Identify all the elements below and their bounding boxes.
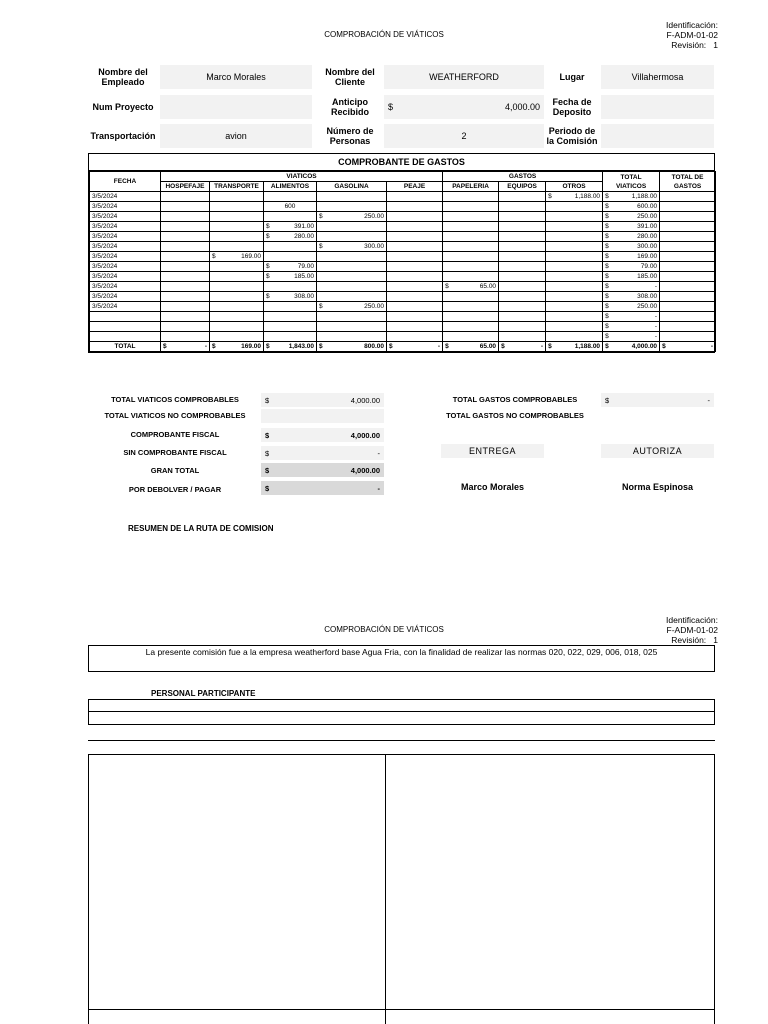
cell-total-viaticos: $ 280.00 — [603, 232, 660, 242]
form-title: COMPROBACIÓN DE VIÁTICOS — [324, 30, 444, 39]
entrega-box: ENTREGA — [441, 444, 544, 458]
group-viaticos: VIATICOS — [161, 172, 443, 182]
col-gasolina: GASOLINA — [317, 182, 387, 192]
cell-gasolina[interactable] — [317, 222, 387, 232]
cell-transporte[interactable]: $ 169.00 — [210, 252, 264, 262]
cell-total-viaticos: $ - — [603, 312, 660, 322]
cell-transporte[interactable] — [210, 262, 264, 272]
cell-transporte[interactable] — [210, 222, 264, 232]
cell-gasolina[interactable] — [317, 232, 387, 242]
cell-gasolina[interactable]: $ 300.00 — [317, 242, 387, 252]
total-papeleria: $ 65.00 — [443, 342, 499, 352]
cell-transporte[interactable] — [210, 202, 264, 212]
cell-otros[interactable] — [546, 262, 603, 272]
cell-equipos[interactable] — [499, 252, 546, 262]
cell-peaje[interactable] — [387, 322, 443, 332]
cell-total-viaticos: $ 185.00 — [603, 272, 660, 282]
col-papeleria: PAPELERIA — [443, 182, 499, 192]
divider — [88, 740, 715, 741]
comprobante-fiscal-label: COMPROBANTE FISCAL — [130, 430, 220, 439]
form-identification — [608, 20, 718, 50]
col-equipos: EQUIPOS — [499, 182, 546, 192]
viaticos-no-comprobables-label: TOTAL VIATICOS NO COMPROBABLES — [104, 411, 246, 420]
page2-ident-code: F-ADM-01-02 — [666, 625, 718, 635]
cell-transporte[interactable] — [210, 272, 264, 282]
table-row — [90, 282, 716, 292]
cell-equipos[interactable] — [499, 312, 546, 322]
cliente-label: Nombre del Cliente — [325, 67, 375, 87]
table-row — [90, 222, 716, 232]
cell-equipos[interactable] — [499, 292, 546, 302]
cell-peaje[interactable] — [387, 242, 443, 252]
totals-row — [90, 342, 716, 352]
gastos-no-comprobables-label: TOTAL GASTOS NO COMPROBABLES — [446, 411, 584, 420]
comision-description: La presente comisión fue a la empresa weatherford base Agua Fria, con la finalidad de realizar las normas 020, 022, 029, 006, 018, 025 — [88, 645, 715, 672]
cell-papeleria[interactable] — [443, 212, 499, 222]
table-row — [90, 202, 716, 212]
personas-field[interactable]: 2 — [384, 124, 544, 148]
cell-papeleria[interactable] — [443, 262, 499, 272]
cell-peaje[interactable] — [387, 192, 443, 202]
cell-otros[interactable] — [546, 222, 603, 232]
proyecto-field[interactable] — [160, 95, 312, 119]
cell-peaje[interactable] — [387, 252, 443, 262]
cell-transporte[interactable] — [210, 192, 264, 202]
table-row — [90, 302, 716, 312]
cell-peaje[interactable] — [387, 262, 443, 272]
cell-alimentos[interactable] — [264, 252, 317, 262]
cell-fecha[interactable]: 3/5/2024 — [90, 292, 161, 302]
cell-total-viaticos: $ 1,188.00 — [603, 192, 660, 202]
devolver-label: POR DEBOLVER / PAGAR — [128, 485, 222, 494]
cell-total-gastos — [660, 312, 716, 322]
cell-total-viaticos: $ 250.00 — [603, 212, 660, 222]
cell-fecha[interactable]: 3/5/2024 — [90, 252, 161, 262]
cell-hospefaje[interactable] — [161, 232, 210, 242]
fecha-deposito-field[interactable] — [601, 95, 714, 119]
total-alimentos: $ 1,843.00 — [264, 342, 317, 352]
cell-alimentos[interactable]: $ 391.00 — [264, 222, 317, 232]
cell-otros[interactable] — [546, 302, 603, 312]
cell-otros[interactable] — [546, 202, 603, 212]
cell-papeleria[interactable] — [443, 242, 499, 252]
cell-hospefaje[interactable] — [161, 192, 210, 202]
cell-alimentos[interactable]: 600 — [264, 202, 317, 212]
cell-otros[interactable]: $ 1,188.00 — [546, 192, 603, 202]
totals-label: TOTAL — [90, 342, 161, 352]
cell-otros[interactable] — [546, 252, 603, 262]
photo-box-right-2 — [385, 1009, 715, 1024]
cell-total-gastos — [660, 232, 716, 242]
proyecto-label: Num Proyecto — [92, 102, 154, 112]
cell-total-gastos — [660, 302, 716, 312]
cell-hospefaje[interactable] — [161, 202, 210, 212]
cell-equipos[interactable] — [499, 332, 546, 342]
cell-fecha[interactable]: 3/5/2024 — [90, 222, 161, 232]
cell-total-gastos — [660, 262, 716, 272]
autoriza-box: AUTORIZA — [601, 444, 714, 458]
group-gastos: GASTOS — [443, 172, 603, 182]
gran-total-label: GRAN TOTAL — [150, 466, 200, 475]
cell-hospefaje[interactable] — [161, 242, 210, 252]
empleado-label: Nombre del Empleado — [98, 67, 148, 87]
autoriza-name: Norma Espinosa — [621, 482, 694, 492]
cell-fecha[interactable]: 3/5/2024 — [90, 192, 161, 202]
gastos-comprobables-value: $ - — [601, 393, 714, 407]
anticipo-field[interactable]: $ 4,000.00 — [384, 95, 544, 119]
cell-otros[interactable] — [546, 212, 603, 222]
col-fecha: FECHA — [90, 172, 161, 192]
cell-gasolina[interactable] — [317, 282, 387, 292]
page2-title: COMPROBACIÓN DE VIÁTICOS — [324, 625, 444, 634]
cell-total-viaticos: $ 300.00 — [603, 242, 660, 252]
cell-papeleria[interactable] — [443, 332, 499, 342]
gastos-body — [90, 192, 716, 342]
total-hospefaje: $ - — [161, 342, 210, 352]
table-row — [90, 232, 716, 242]
cell-fecha[interactable]: 3/5/2024 — [90, 302, 161, 312]
gran-total-value: $ 4,000.00 — [261, 463, 384, 477]
cell-gasolina[interactable] — [317, 332, 387, 342]
cell-equipos[interactable] — [499, 262, 546, 272]
cell-fecha[interactable]: 3/5/2024 — [90, 282, 161, 292]
periodo-field[interactable] — [601, 124, 714, 148]
cell-gasolina[interactable]: $ 250.00 — [317, 212, 387, 222]
cell-total-gastos — [660, 222, 716, 232]
cell-papeleria[interactable] — [443, 322, 499, 332]
cell-alimentos[interactable] — [264, 312, 317, 322]
col-peaje: PEAJE — [387, 182, 443, 192]
cell-gasolina[interactable] — [317, 252, 387, 262]
cell-total-viaticos: $ 391.00 — [603, 222, 660, 232]
cell-transporte[interactable] — [210, 212, 264, 222]
table-row — [90, 312, 716, 322]
cell-hospefaje[interactable] — [161, 312, 210, 322]
cell-fecha[interactable]: 3/5/2024 — [90, 272, 161, 282]
table-row — [90, 252, 716, 262]
cell-equipos[interactable] — [499, 272, 546, 282]
page2-revision: Revisión: 1 — [671, 635, 718, 645]
cell-fecha[interactable]: 3/5/2024 — [90, 202, 161, 212]
col-total-gastos: TOTAL DE GASTOS — [660, 172, 716, 192]
cell-equipos[interactable] — [499, 202, 546, 212]
cell-alimentos[interactable] — [264, 242, 317, 252]
table-row — [90, 322, 716, 332]
cell-total-gastos — [660, 282, 716, 292]
cell-transporte[interactable] — [210, 322, 264, 332]
cell-transporte[interactable] — [210, 292, 264, 302]
cell-equipos[interactable] — [499, 282, 546, 292]
cell-peaje[interactable] — [387, 232, 443, 242]
cell-equipos[interactable] — [499, 242, 546, 252]
viaticos-comprobables-label: TOTAL VIATICOS COMPROBABLES — [111, 395, 239, 404]
cell-total-viaticos: $ - — [603, 322, 660, 332]
table-row — [90, 272, 716, 282]
table-row — [90, 292, 716, 302]
col-hospefaje: HOSPEFAJE — [161, 182, 210, 192]
cell-papeleria[interactable]: $ 65.00 — [443, 282, 499, 292]
cell-hospefaje[interactable] — [161, 292, 210, 302]
cell-peaje[interactable] — [387, 202, 443, 212]
cell-fecha[interactable] — [90, 332, 161, 342]
cliente-field[interactable]: WEATHERFORD — [384, 65, 544, 89]
cell-total-gastos — [660, 272, 716, 282]
cell-transporte[interactable] — [210, 242, 264, 252]
cell-fecha[interactable] — [90, 322, 161, 332]
cell-total-viaticos: $ - — [603, 332, 660, 342]
cell-fecha[interactable]: 3/5/2024 — [90, 262, 161, 272]
cell-gasolina[interactable] — [317, 202, 387, 212]
total-peaje: $ - — [387, 342, 443, 352]
devolver-value: $ - — [261, 481, 384, 495]
cell-peaje[interactable] — [387, 282, 443, 292]
cell-equipos[interactable] — [499, 322, 546, 332]
page2-ident-label: Identificación: — [666, 615, 718, 625]
cell-otros[interactable] — [546, 242, 603, 252]
cell-alimentos[interactable]: $ 79.00 — [264, 262, 317, 272]
cell-fecha[interactable]: 3/5/2024 — [90, 232, 161, 242]
cell-alimentos[interactable]: $ 185.00 — [264, 272, 317, 282]
cell-total-viaticos: $ 308.00 — [603, 292, 660, 302]
cell-transporte[interactable] — [210, 332, 264, 342]
cell-papeleria[interactable] — [443, 302, 499, 312]
cell-total-gastos — [660, 202, 716, 212]
total-total_viaticos: $ 4,000.00 — [603, 342, 660, 352]
viaticos-comprobables-value: $ 4,000.00 — [261, 393, 384, 407]
cell-alimentos[interactable]: $ 308.00 — [264, 292, 317, 302]
gastos-grid — [89, 171, 716, 352]
cell-equipos[interactable] — [499, 212, 546, 222]
cell-equipos[interactable] — [499, 232, 546, 242]
cell-hospefaje[interactable] — [161, 222, 210, 232]
col-otros: OTROS — [546, 182, 603, 192]
cell-hospefaje[interactable] — [161, 302, 210, 312]
cell-transporte[interactable] — [210, 312, 264, 322]
total-otros: $ 1,188.00 — [546, 342, 603, 352]
cell-peaje[interactable] — [387, 302, 443, 312]
cell-hospefaje[interactable] — [161, 212, 210, 222]
transporte-field[interactable]: avion — [160, 124, 312, 148]
fecha-deposito-label: Fecha de Deposito — [552, 97, 592, 117]
cell-total-gastos — [660, 292, 716, 302]
cell-fecha[interactable]: 3/5/2024 — [90, 242, 161, 252]
empleado-field[interactable]: Marco Morales — [160, 65, 312, 89]
cell-fecha[interactable]: 3/5/2024 — [90, 212, 161, 222]
personal-label: PERSONAL PARTICIPANTE — [151, 689, 256, 698]
cell-peaje[interactable] — [387, 332, 443, 342]
page2-identification — [608, 615, 718, 645]
cell-gasolina[interactable] — [317, 322, 387, 332]
cell-peaje[interactable] — [387, 272, 443, 282]
cell-alimentos[interactable] — [264, 282, 317, 292]
cell-equipos[interactable] — [499, 222, 546, 232]
cell-otros[interactable] — [546, 322, 603, 332]
cell-papeleria[interactable] — [443, 202, 499, 212]
cell-papeleria[interactable] — [443, 192, 499, 202]
cell-total-viaticos: $ - — [603, 282, 660, 292]
cell-papeleria[interactable] — [443, 272, 499, 282]
cell-otros[interactable] — [546, 282, 603, 292]
transporte-label: Transportación — [90, 131, 156, 141]
cell-otros[interactable] — [546, 312, 603, 322]
cell-hospefaje[interactable] — [161, 322, 210, 332]
cell-equipos[interactable] — [499, 192, 546, 202]
personas-label: Número de Personas — [326, 126, 374, 146]
cell-gasolina[interactable] — [317, 272, 387, 282]
table-caption: COMPROBANTE DE GASTOS — [89, 154, 714, 171]
cell-hospefaje[interactable] — [161, 332, 210, 342]
cell-papeleria[interactable] — [443, 252, 499, 262]
cell-total-gastos — [660, 192, 716, 202]
cell-peaje[interactable] — [387, 222, 443, 232]
table-row — [90, 332, 716, 342]
cell-transporte[interactable] — [210, 302, 264, 312]
anticipo-label: Anticipo Recibido — [330, 97, 369, 117]
cell-equipos[interactable] — [499, 302, 546, 312]
comprobante-gastos-table — [88, 153, 715, 353]
cell-gasolina[interactable] — [317, 312, 387, 322]
cell-papeleria[interactable] — [443, 232, 499, 242]
cell-total-viaticos: $ 250.00 — [603, 302, 660, 312]
cell-total-gastos — [660, 212, 716, 222]
cell-alimentos[interactable] — [264, 322, 317, 332]
cell-otros[interactable] — [546, 272, 603, 282]
revision: Revisión: 1 — [671, 40, 718, 50]
cell-papeleria[interactable] — [443, 292, 499, 302]
lugar-field[interactable]: Villahermosa — [601, 65, 714, 89]
cell-hospefaje[interactable] — [161, 272, 210, 282]
col-total-viaticos: TOTAL VIATICOS — [603, 172, 660, 192]
table-row — [90, 192, 716, 202]
cell-peaje[interactable] — [387, 292, 443, 302]
gastos-comprobables-label: TOTAL GASTOS COMPROBABLES — [452, 395, 578, 404]
photo-box-left-2 — [88, 1009, 386, 1024]
cell-hospefaje[interactable] — [161, 262, 210, 272]
cell-total-viaticos: $ 600.00 — [603, 202, 660, 212]
ident-code: F-ADM-01-02 — [666, 30, 718, 40]
photo-box-right — [385, 754, 715, 1010]
cell-otros[interactable] — [546, 332, 603, 342]
cell-total-gastos — [660, 252, 716, 262]
personal-row-2[interactable] — [88, 711, 715, 725]
sin-comprobante-label: SIN COMPROBANTE FISCAL — [123, 448, 227, 457]
table-row — [90, 212, 716, 222]
cell-peaje[interactable] — [387, 212, 443, 222]
cell-transporte[interactable] — [210, 282, 264, 292]
cell-peaje[interactable] — [387, 312, 443, 322]
total-transporte: $ 169.00 — [210, 342, 264, 352]
cell-hospefaje[interactable] — [161, 252, 210, 262]
cell-otros[interactable] — [546, 292, 603, 302]
cell-alimentos[interactable] — [264, 332, 317, 342]
entrega-name: Marco Morales — [460, 482, 525, 492]
cell-total-viaticos: $ 79.00 — [603, 262, 660, 272]
cell-papeleria[interactable] — [443, 312, 499, 322]
cell-alimentos[interactable]: $ 280.00 — [264, 232, 317, 242]
cell-alimentos[interactable] — [264, 212, 317, 222]
cell-hospefaje[interactable] — [161, 282, 210, 292]
cell-alimentos[interactable] — [264, 302, 317, 312]
ident-label: Identificación: — [666, 20, 718, 30]
cell-transporte[interactable] — [210, 232, 264, 242]
sin-comprobante-value: $ - — [261, 446, 384, 460]
lugar-label: Lugar — [559, 72, 585, 82]
cell-gasolina[interactable]: $ 250.00 — [317, 302, 387, 312]
total-total_gastos: $ - — [660, 342, 716, 352]
table-row — [90, 262, 716, 272]
viaticos-no-comprobables-value — [261, 409, 384, 423]
cell-gasolina[interactable] — [317, 292, 387, 302]
table-row — [90, 242, 716, 252]
cell-total-viaticos: $ 169.00 — [603, 252, 660, 262]
ruta-label: RESUMEN DE LA RUTA DE COMISION — [128, 524, 274, 533]
total-equipos: $ - — [499, 342, 546, 352]
cell-otros[interactable] — [546, 232, 603, 242]
periodo-label: Periodo de la Comisión — [546, 126, 598, 146]
cell-gasolina[interactable] — [317, 192, 387, 202]
col-alimentos: ALIMENTOS — [264, 182, 317, 192]
photo-box-left — [88, 754, 386, 1010]
comprobante-fiscal-value: $ 4,000.00 — [261, 428, 384, 442]
cell-total-gastos — [660, 332, 716, 342]
cell-alimentos[interactable] — [264, 192, 317, 202]
cell-total-gastos — [660, 322, 716, 332]
cell-fecha[interactable] — [90, 312, 161, 322]
total-gasolina: $ 800.00 — [317, 342, 387, 352]
cell-papeleria[interactable] — [443, 222, 499, 232]
col-transporte: TRANSPORTE — [210, 182, 264, 192]
cell-gasolina[interactable] — [317, 262, 387, 272]
cell-total-gastos — [660, 242, 716, 252]
